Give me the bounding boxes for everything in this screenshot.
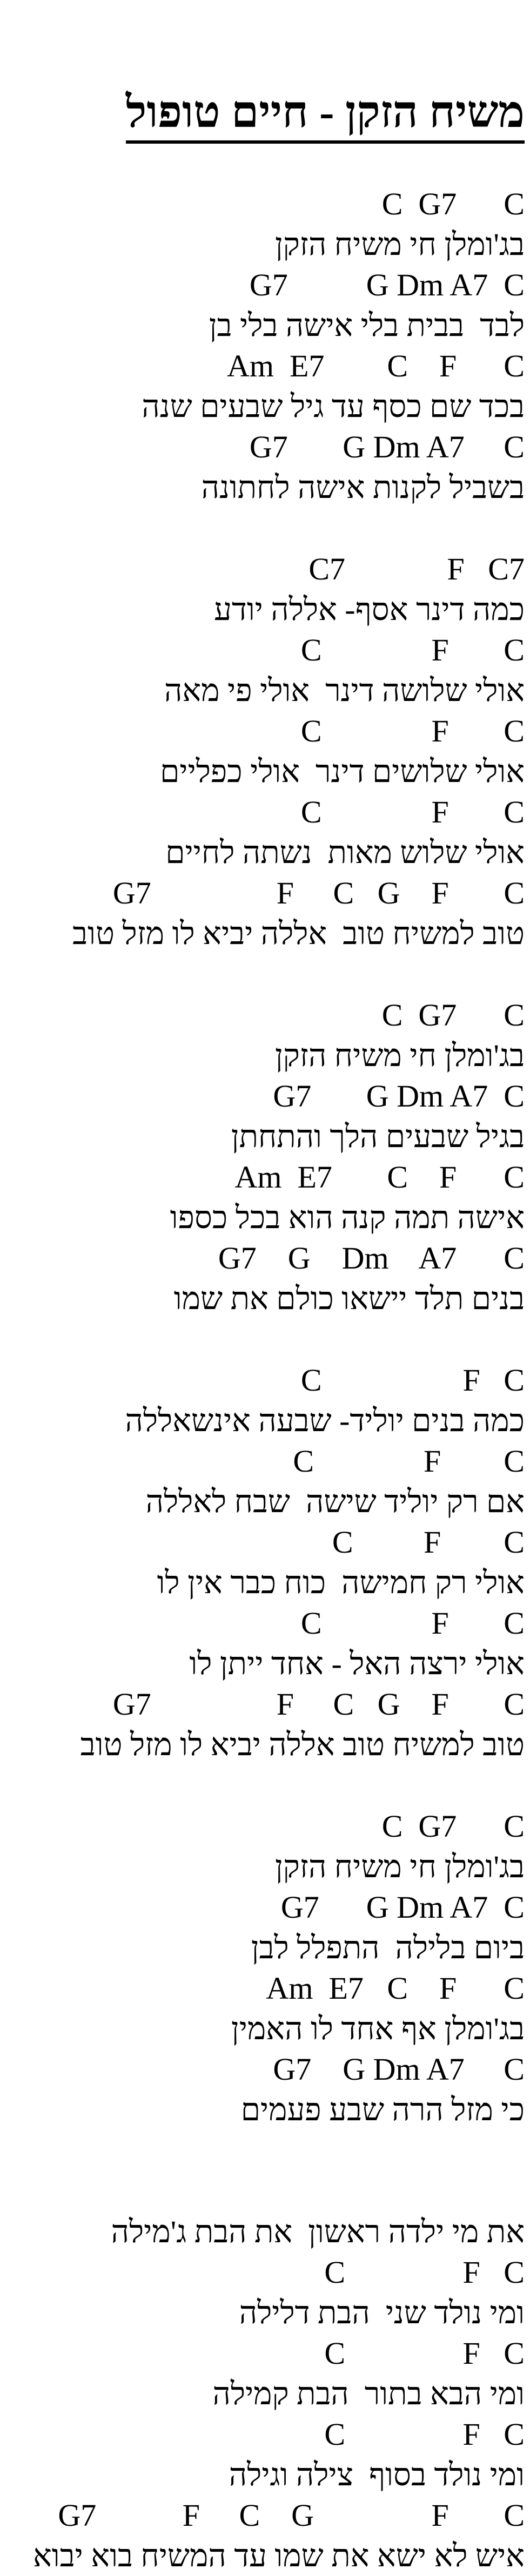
chord-line: C G7 C — [381, 997, 525, 1033]
lyric-line: אם רק יוליד שישה שבח לאללה — [145, 1484, 525, 1519]
lyric-line: בג'ומלן אף אחד לו האמין — [231, 2011, 525, 2046]
lyric-line: ביום בלילה התפלל לבן — [251, 1930, 525, 1965]
chord-line: C F C — [324, 2336, 525, 2371]
lyrics-body — [6, 184, 525, 2576]
chord-line: G7 G Dm A7 C — [273, 1078, 525, 1114]
chord-line: G7 F C G F C — [58, 2498, 525, 2533]
verse-spacer — [6, 1319, 525, 1360]
verse — [6, 2171, 525, 2576]
lyric-line: בשביל לקנות אישה לחתונה — [201, 470, 525, 505]
lyric-line: אולי שלוש מאות נשתה לחיים — [165, 835, 525, 870]
chord-line: C F C — [300, 1363, 525, 1398]
chord-line: C F C — [300, 632, 525, 667]
lyric-line: בג'ומלן חי משיח הזקן — [274, 1038, 525, 1073]
lyric-line: אישה תמה קנה הוא בכל כספו — [170, 1200, 525, 1235]
lyric-line: לבד בבית בלי אישה בלי בן — [209, 308, 525, 343]
verse-spacer — [6, 508, 525, 549]
chord-line: G7 F C G F C — [112, 875, 525, 911]
lyric-line: כמה בנים יוליד- שבעה אינשאללה — [125, 1403, 525, 1438]
chord-line: C F C — [300, 794, 525, 830]
verse — [6, 549, 525, 954]
lyric-line: בכד שם כסף עד גיל שבעים שנה — [142, 389, 525, 424]
lyric-line: אולי שלושים דינר אולי כפליים — [160, 754, 525, 789]
chord-line: Am E7 C F C — [234, 1159, 525, 1195]
chord-line: G7 G Dm A7 C — [249, 429, 525, 464]
lyric-line: כי מזל הרה שבע פעמים — [240, 2092, 525, 2127]
lyric-line: בגיל שבעים הלך והתחתן — [231, 1119, 525, 1154]
chord-line: C G7 C — [381, 1809, 525, 1844]
chord-line: G7 G Dm A7 C — [249, 267, 525, 302]
lyric-line: טוב למשיח טוב אללה יביא לו מזל טוב — [80, 1727, 525, 1762]
lyric-line: טוב למשיח טוב אללה יביא לו מזל טוב — [72, 916, 525, 951]
chord-line — [6, 2171, 525, 2211]
chord-line: C F C — [293, 1444, 525, 1479]
chord-line: C F C — [300, 1606, 525, 1641]
lyric-line: בג'ומלן חי משיח הזקן — [274, 227, 525, 262]
lyric-line: ומי הבא בתור הבת קמילה — [212, 2376, 525, 2411]
verse-spacer — [6, 1765, 525, 1806]
lyric-line: כמה דינר אסף- אללה יודע — [214, 592, 525, 627]
chord-line: G7 F C G F C — [112, 1687, 525, 1722]
lyric-line: את מי ילדה ראשון את הבת ג'מילה — [111, 2214, 525, 2249]
lyric-line: ומי נולד שני הבת דלילה — [239, 2295, 525, 2330]
lyric-line: ומי נולד בסוף צילה וגילה — [229, 2457, 525, 2492]
chord-line: C F C — [332, 1525, 525, 1560]
chord-line: C F C — [324, 2255, 525, 2290]
lyric-line: אולי שלושה דינר אולי פי מאה — [164, 673, 525, 708]
chord-line: Am E7 C F C — [266, 1971, 525, 2006]
verse-spacer — [6, 954, 525, 995]
chord-line: G7 G Dm A7 C — [280, 1890, 525, 1925]
lyric-line: איש לא ישא את שמו עד המשיח בוא יבוא — [32, 2538, 525, 2573]
chord-line: C F C — [324, 2417, 525, 2452]
chord-line: C G7 C — [381, 186, 525, 221]
verse-spacer — [6, 2130, 525, 2171]
chord-line: Am E7 C F C — [226, 348, 525, 383]
verse — [6, 1360, 525, 1765]
lyric-line: אולי רק חמישה כוח כבר אין לו — [157, 1565, 525, 1600]
chord-line: C F C — [300, 713, 525, 748]
lyric-line: בג'ומלן חי משיח הזקן — [274, 1849, 525, 1884]
verse — [6, 1806, 525, 2130]
verse — [6, 184, 525, 508]
chord-line: G7 G Dm A7 C — [273, 2052, 525, 2087]
song-title: משיח הזקן - חיים טופול — [126, 85, 525, 144]
lyric-line: אולי ירצה האל - אחד ייתן לו — [189, 1646, 525, 1681]
lyric-line: בנים תלד יישאו כולם את שמו — [173, 1281, 525, 1316]
verse — [6, 995, 525, 1319]
chord-line: G7 G Dm A7 C — [218, 1240, 525, 1276]
chord-line: C7 F C7 — [308, 551, 525, 586]
